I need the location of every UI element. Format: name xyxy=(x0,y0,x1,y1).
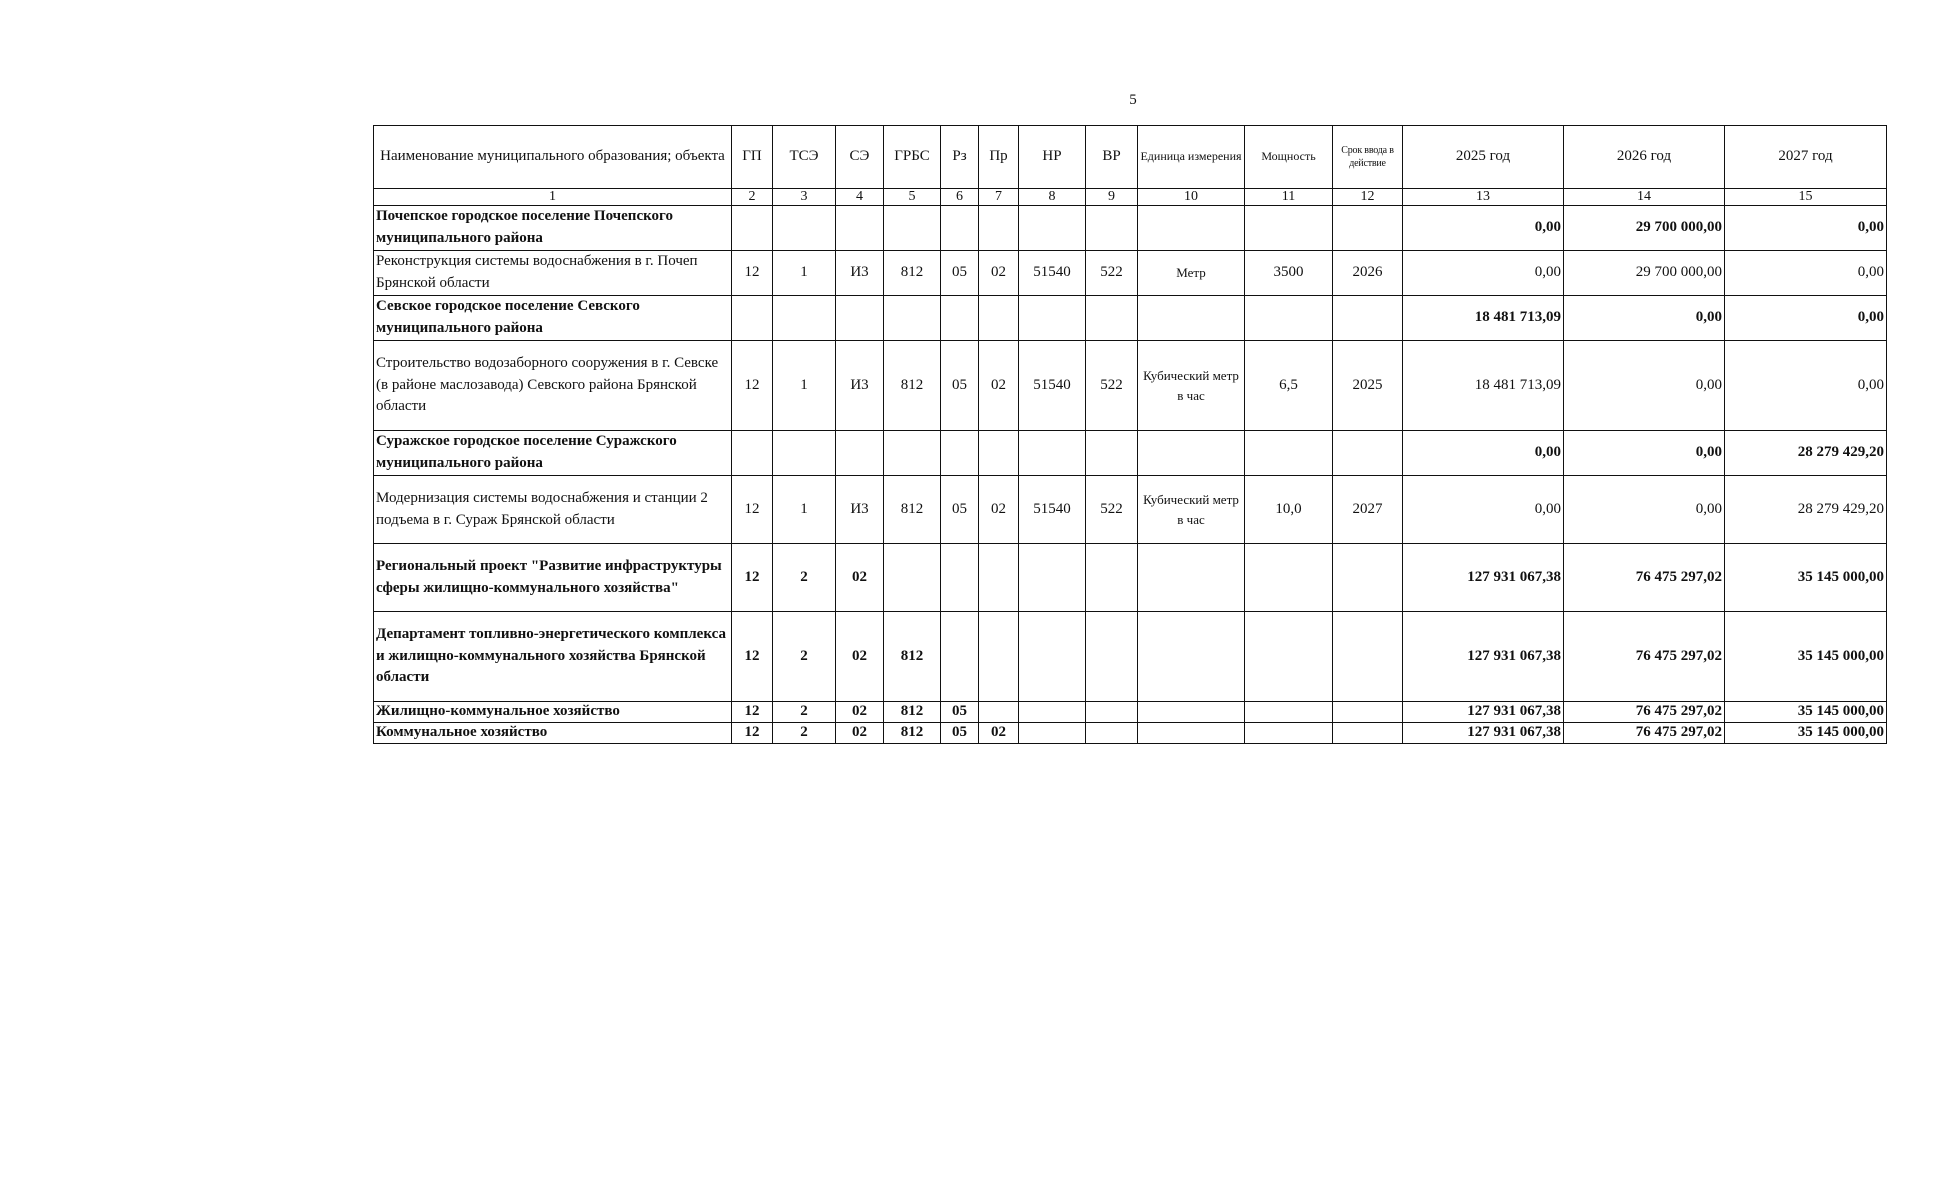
cell-2027: 0,00 xyxy=(1725,341,1887,431)
cell-term: 2027 xyxy=(1333,476,1403,544)
cell-2027: 35 145 000,00 xyxy=(1725,612,1887,702)
cell-2025: 18 481 713,09 xyxy=(1403,341,1564,431)
column-number: 7 xyxy=(979,189,1019,206)
cell-rz: 05 xyxy=(941,723,979,744)
cell-se: 02 xyxy=(836,702,884,723)
cell-unit xyxy=(1138,702,1245,723)
cell-rz: 05 xyxy=(941,341,979,431)
cell-vr xyxy=(1086,544,1138,612)
cell-nr: 51540 xyxy=(1019,251,1086,296)
cell-vr xyxy=(1086,296,1138,341)
cell-se xyxy=(836,206,884,251)
cell-pr xyxy=(979,206,1019,251)
budget-table xyxy=(373,125,1887,744)
cell-2025: 18 481 713,09 xyxy=(1403,296,1564,341)
cell-2025: 127 931 067,38 xyxy=(1403,702,1564,723)
cell-gp: 12 xyxy=(732,612,773,702)
cell-term xyxy=(1333,431,1403,476)
cell-gp: 12 xyxy=(732,702,773,723)
cell-vr xyxy=(1086,612,1138,702)
cell-2027: 0,00 xyxy=(1725,206,1887,251)
cell-vr xyxy=(1086,723,1138,744)
cell-tse: 1 xyxy=(773,476,836,544)
cell-power xyxy=(1245,431,1333,476)
cell-unit xyxy=(1138,544,1245,612)
table-row-housing-utilities xyxy=(374,702,1887,723)
cell-term: 2025 xyxy=(1333,341,1403,431)
header-term: Срок ввода в действие xyxy=(1333,126,1403,189)
header-vr: ВР xyxy=(1086,126,1138,189)
cell-vr: 522 xyxy=(1086,251,1138,296)
cell-unit xyxy=(1138,296,1245,341)
column-number: 3 xyxy=(773,189,836,206)
cell-se: И3 xyxy=(836,476,884,544)
column-number: 4 xyxy=(836,189,884,206)
row-name: Региональный проект "Развитие инфраструктуры сферы жилищно-коммунального хозяйства" xyxy=(374,544,732,612)
cell-pr: 02 xyxy=(979,476,1019,544)
cell-term xyxy=(1333,544,1403,612)
cell-2026: 0,00 xyxy=(1564,341,1725,431)
header-name: Наименование муниципального образования; объекта xyxy=(374,126,732,189)
cell-nr xyxy=(1019,702,1086,723)
cell-tse: 1 xyxy=(773,341,836,431)
cell-nr: 51540 xyxy=(1019,476,1086,544)
cell-nr xyxy=(1019,206,1086,251)
cell-rz: 05 xyxy=(941,476,979,544)
cell-2026: 76 475 297,02 xyxy=(1564,723,1725,744)
header-unit: Единица измерения xyxy=(1138,126,1245,189)
cell-gp xyxy=(732,296,773,341)
row-name: Коммунальное хозяйство xyxy=(374,723,732,744)
row-name: Севское городское поселение Севского муниципального района xyxy=(374,296,732,341)
cell-2027: 0,00 xyxy=(1725,296,1887,341)
column-number: 9 xyxy=(1086,189,1138,206)
cell-gp: 12 xyxy=(732,341,773,431)
cell-rz: 05 xyxy=(941,251,979,296)
cell-gp: 12 xyxy=(732,723,773,744)
cell-tse: 2 xyxy=(773,723,836,744)
cell-2025: 0,00 xyxy=(1403,251,1564,296)
cell-tse xyxy=(773,431,836,476)
cell-term xyxy=(1333,612,1403,702)
header-gp: ГП xyxy=(732,126,773,189)
row-name: Суражское городское поселение Суражского муниципального района xyxy=(374,431,732,476)
cell-2027: 0,00 xyxy=(1725,251,1887,296)
column-number: 6 xyxy=(941,189,979,206)
cell-2026: 0,00 xyxy=(1564,296,1725,341)
cell-gp xyxy=(732,431,773,476)
cell-power xyxy=(1245,612,1333,702)
header-2026: 2026 год xyxy=(1564,126,1725,189)
cell-tse: 1 xyxy=(773,251,836,296)
cell-pr xyxy=(979,431,1019,476)
header-nr: НР xyxy=(1019,126,1086,189)
column-number: 10 xyxy=(1138,189,1245,206)
cell-gp: 12 xyxy=(732,544,773,612)
cell-term xyxy=(1333,702,1403,723)
cell-unit: Кубический метр в час xyxy=(1138,476,1245,544)
cell-2025: 0,00 xyxy=(1403,431,1564,476)
column-number: 2 xyxy=(732,189,773,206)
cell-2025: 0,00 xyxy=(1403,476,1564,544)
cell-rz: 05 xyxy=(941,702,979,723)
cell-grbs: 812 xyxy=(884,723,941,744)
cell-grbs xyxy=(884,544,941,612)
column-number-row xyxy=(374,189,1887,206)
table-row-object-pochep xyxy=(374,251,1887,296)
cell-se: И3 xyxy=(836,341,884,431)
cell-pr: 02 xyxy=(979,251,1019,296)
cell-unit: Кубический метр в час xyxy=(1138,341,1245,431)
cell-grbs xyxy=(884,296,941,341)
cell-power: 3500 xyxy=(1245,251,1333,296)
table-row-regional-project xyxy=(374,544,1887,612)
cell-tse xyxy=(773,296,836,341)
table-row-department xyxy=(374,612,1887,702)
cell-nr: 51540 xyxy=(1019,341,1086,431)
row-name: Строительство водозаборного сооружения в г. Севске (в районе маслозавода) Севского района Брянской области xyxy=(374,341,732,431)
cell-2025: 0,00 xyxy=(1403,206,1564,251)
cell-power: 10,0 xyxy=(1245,476,1333,544)
cell-power xyxy=(1245,296,1333,341)
cell-2025: 127 931 067,38 xyxy=(1403,612,1564,702)
cell-power xyxy=(1245,206,1333,251)
cell-grbs: 812 xyxy=(884,476,941,544)
header-rz: Рз xyxy=(941,126,979,189)
cell-nr xyxy=(1019,296,1086,341)
table-row-municipality-sevsk xyxy=(374,296,1887,341)
cell-tse: 2 xyxy=(773,702,836,723)
header-power: Мощность xyxy=(1245,126,1333,189)
cell-2027: 28 279 429,20 xyxy=(1725,476,1887,544)
column-number: 14 xyxy=(1564,189,1725,206)
cell-2026: 0,00 xyxy=(1564,431,1725,476)
cell-rz xyxy=(941,544,979,612)
cell-gp: 12 xyxy=(732,476,773,544)
cell-rz xyxy=(941,612,979,702)
cell-power xyxy=(1245,723,1333,744)
cell-gp xyxy=(732,206,773,251)
cell-nr xyxy=(1019,544,1086,612)
cell-se: 02 xyxy=(836,612,884,702)
cell-grbs: 812 xyxy=(884,702,941,723)
table-row-object-sevsk xyxy=(374,341,1887,431)
cell-pr: 02 xyxy=(979,723,1019,744)
cell-rz xyxy=(941,296,979,341)
cell-2027: 35 145 000,00 xyxy=(1725,544,1887,612)
cell-2026: 29 700 000,00 xyxy=(1564,251,1725,296)
cell-grbs: 812 xyxy=(884,612,941,702)
cell-se: 02 xyxy=(836,723,884,744)
cell-2027: 35 145 000,00 xyxy=(1725,723,1887,744)
cell-term xyxy=(1333,206,1403,251)
row-name: Модернизация системы водоснабжения и станции 2 подъема в г. Сураж Брянской области xyxy=(374,476,732,544)
cell-tse xyxy=(773,206,836,251)
cell-unit xyxy=(1138,612,1245,702)
cell-pr xyxy=(979,296,1019,341)
column-number: 13 xyxy=(1403,189,1564,206)
cell-vr: 522 xyxy=(1086,476,1138,544)
cell-nr xyxy=(1019,723,1086,744)
row-name: Реконструкция системы водоснабжения в г. Почеп Брянской области xyxy=(374,251,732,296)
cell-se: 02 xyxy=(836,544,884,612)
header-2027: 2027 год xyxy=(1725,126,1887,189)
cell-power: 6,5 xyxy=(1245,341,1333,431)
row-name: Департамент топливно-энергетического комплекса и жилищно-коммунального хозяйства Брянской области xyxy=(374,612,732,702)
row-name: Почепское городское поселение Почепского муниципального района xyxy=(374,206,732,251)
cell-power xyxy=(1245,544,1333,612)
table-row-object-surazh xyxy=(374,476,1887,544)
cell-2026: 29 700 000,00 xyxy=(1564,206,1725,251)
cell-unit xyxy=(1138,431,1245,476)
row-name: Жилищно-коммунальное хозяйство xyxy=(374,702,732,723)
cell-unit xyxy=(1138,723,1245,744)
header-pr: Пр xyxy=(979,126,1019,189)
cell-2025: 127 931 067,38 xyxy=(1403,723,1564,744)
header-tse: ТСЭ xyxy=(773,126,836,189)
header-row xyxy=(374,126,1887,189)
cell-pr xyxy=(979,702,1019,723)
cell-vr xyxy=(1086,206,1138,251)
cell-unit: Метр xyxy=(1138,251,1245,296)
cell-term xyxy=(1333,723,1403,744)
column-number: 8 xyxy=(1019,189,1086,206)
cell-term xyxy=(1333,296,1403,341)
header-se: СЭ xyxy=(836,126,884,189)
cell-vr xyxy=(1086,702,1138,723)
cell-2027: 28 279 429,20 xyxy=(1725,431,1887,476)
cell-2026: 76 475 297,02 xyxy=(1564,544,1725,612)
cell-vr: 522 xyxy=(1086,341,1138,431)
cell-grbs: 812 xyxy=(884,251,941,296)
cell-grbs xyxy=(884,206,941,251)
cell-gp: 12 xyxy=(732,251,773,296)
column-number: 5 xyxy=(884,189,941,206)
column-number: 12 xyxy=(1333,189,1403,206)
cell-2026: 76 475 297,02 xyxy=(1564,702,1725,723)
column-number: 11 xyxy=(1245,189,1333,206)
cell-tse: 2 xyxy=(773,612,836,702)
cell-power xyxy=(1245,702,1333,723)
cell-2025: 127 931 067,38 xyxy=(1403,544,1564,612)
cell-pr: 02 xyxy=(979,341,1019,431)
cell-2027: 35 145 000,00 xyxy=(1725,702,1887,723)
table-row-municipality-pochep xyxy=(374,206,1887,251)
cell-pr xyxy=(979,544,1019,612)
table-row-communal-services xyxy=(374,723,1887,744)
column-number: 1 xyxy=(374,189,732,206)
cell-nr xyxy=(1019,431,1086,476)
cell-rz xyxy=(941,206,979,251)
cell-unit xyxy=(1138,206,1245,251)
cell-vr xyxy=(1086,431,1138,476)
cell-pr xyxy=(979,612,1019,702)
page-number: 5 xyxy=(1129,92,1137,108)
header-2025: 2025 год xyxy=(1403,126,1564,189)
column-number: 15 xyxy=(1725,189,1887,206)
cell-term: 2026 xyxy=(1333,251,1403,296)
cell-2026: 76 475 297,02 xyxy=(1564,612,1725,702)
cell-se xyxy=(836,431,884,476)
cell-2026: 0,00 xyxy=(1564,476,1725,544)
table-row-municipality-surazh xyxy=(374,431,1887,476)
cell-rz xyxy=(941,431,979,476)
cell-se xyxy=(836,296,884,341)
cell-grbs xyxy=(884,431,941,476)
cell-nr xyxy=(1019,612,1086,702)
cell-grbs: 812 xyxy=(884,341,941,431)
header-grbs: ГРБС xyxy=(884,126,941,189)
cell-tse: 2 xyxy=(773,544,836,612)
cell-se: И3 xyxy=(836,251,884,296)
